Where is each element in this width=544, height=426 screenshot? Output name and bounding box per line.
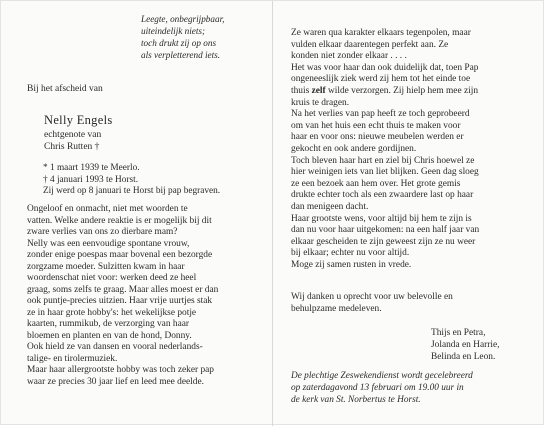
text-line: haar en voor ons: nieuwe meubelen werden er <box>291 132 464 143</box>
text-line: ongeneeslijk ziek werd zij hem tot het einde toe <box>291 74 471 85</box>
left-text <box>27 204 271 388</box>
text-line: Toch bleven haar hart en ziel bij Chris hoewel ze <box>291 155 475 166</box>
text-line: kaarten, rummikub, de verzorging van haar <box>27 319 190 329</box>
text-line: bloemen en planten en van de hond, Donny. <box>27 330 192 341</box>
text-line: Ook hield ze van dansen en vooral nederlands- <box>27 342 203 352</box>
text-line: op zaterdagavond 13 februari om 19.00 uur in <box>291 382 464 393</box>
text-line: de kerk van St. Norbertus te Horst. <box>291 394 421 405</box>
text-line: Ze waren qua karakter elkaars tegenpolen, maar <box>291 28 471 38</box>
spouse-label: echtgenote van <box>44 130 102 140</box>
text-line: waar ze precies 30 jaar lief en leed mee deelde. <box>27 376 204 387</box>
text-line: zonder enige poespas maar bovenal een bezorgde <box>27 250 213 260</box>
farewell-heading: Bij het afscheid van <box>27 84 103 94</box>
text-line: vulden elkaar daarentegen perfekt aan. Ze <box>291 39 449 50</box>
card-fold-line <box>272 1 273 426</box>
right-text <box>291 28 536 271</box>
text-line: om van het huis een echt thuis te maken voor <box>291 120 461 131</box>
text-line: ze in haar grote hobby's: het wekelijkse potje <box>27 307 197 318</box>
text-line: kruis te dragen. <box>291 97 350 108</box>
spouse-block <box>44 129 101 153</box>
signer: Thijs en Petra, <box>431 328 486 338</box>
text-fragment: thuis <box>291 85 310 96</box>
poem <box>141 13 271 61</box>
text-line: De plechtige Zeswekendienst wordt gecelebreerd <box>291 371 473 381</box>
text-line: Ongeloof en onmacht, niet met woorden te <box>27 204 188 214</box>
text-line <box>291 86 536 98</box>
text-line: gekocht en ook andere gordijnen. <box>291 143 417 154</box>
thanks-text <box>291 292 536 315</box>
text-line: vatten. Welke andere reaktie is er mogelijk bij dit <box>27 215 212 226</box>
text-line: drukte echter toch als een zwaardere last op haar <box>291 190 474 201</box>
text-line: Wij danken u oprecht voor uw belevolle en <box>291 292 453 302</box>
text-line: bij elkaar; echter nu voor altijd. <box>291 248 410 259</box>
deceased-name: Nelly Engels <box>44 113 113 127</box>
burial-date: Zij werd op 8 januari te Horst bij pap begraven. <box>43 186 221 196</box>
text-line: konden niet zonder elkaar . . . . <box>291 51 407 62</box>
poem-line: als verpletterend iets. <box>141 50 221 60</box>
service-notice <box>291 371 541 406</box>
poem-line: toch drukt zij op ons <box>141 38 217 48</box>
text-line: ook puntje-precies uitzien. Haar vrije uurtjes stak <box>27 296 213 306</box>
text-line: Het was voor haar dan ook duidelijk dat, toen Pap <box>291 62 479 73</box>
death-date: † 4 januari 1993 te Horst. <box>43 174 139 185</box>
spouse-name: Chris Rutten † <box>44 142 100 152</box>
emphasis-word: zelf <box>311 85 326 96</box>
text-line: woordenschat niet voor: werken deed ze heel <box>27 273 197 283</box>
text-line: zware verlies van ons zo dierbare mam? <box>27 227 178 237</box>
text-line: zorgzame moeder. Sulzitten kwam in haar <box>27 261 185 272</box>
text-line: behulpzame medeleven. <box>291 303 382 314</box>
life-dates <box>43 163 220 198</box>
text-line: dan nu voor haar uitgekomen: na een half jaar van <box>291 225 480 236</box>
text-line: hier weinigen iets van liet blijken. Geen dag sloeg <box>291 167 479 178</box>
text-line: Maar haar allergrootste hobby was toch zeker pap <box>27 365 214 375</box>
poem-line: Leegte, onbegrijpbaar, <box>141 14 225 24</box>
poem-line: uiteindelijk niets; <box>141 26 206 36</box>
text-line: graag, soms zelfs te graag. Maar alles moest er dan <box>27 284 219 295</box>
text-fragment: wilde verzorgen. Zij hielp hem mee zijn <box>327 85 479 96</box>
text-line: dan menigeen dacht. <box>291 201 369 212</box>
signer: Belinda en Leon. <box>431 351 496 362</box>
text-line: Haar grootste wens, voor altijd bij hem te zijn is <box>291 213 472 224</box>
text-line: talige- en tirolermuziek. <box>27 353 118 364</box>
text-line: Nelly was een eenvoudige spontane vrouw, <box>27 238 190 249</box>
signers <box>431 328 499 363</box>
text-line: Na het verlies van pap heeft ze toch geprobeerd <box>291 109 470 120</box>
text-line: elkaar gescheiden te zijn geweest zijn ze nu weer <box>291 236 476 247</box>
signer: Jolanda en Harrie, <box>431 339 500 350</box>
text-line: Moge zij samen rusten in vrede. <box>291 259 412 270</box>
text-line: ze een bezoek aan hem over. Het grote gemis <box>291 178 461 189</box>
birth-date: * 1 maart 1939 te Meerlo. <box>43 163 140 173</box>
